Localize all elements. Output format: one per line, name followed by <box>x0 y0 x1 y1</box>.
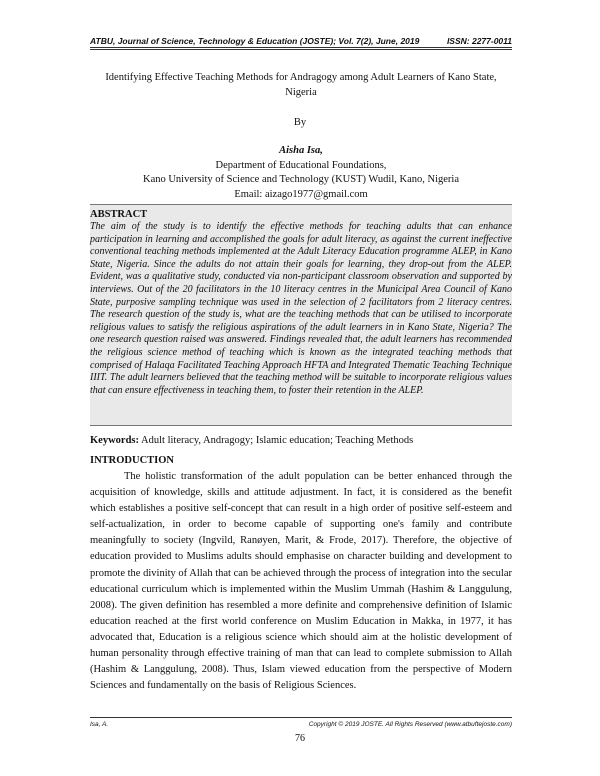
title-line-1: Identifying Effective Teaching Methods for Andragogy among Adult Learners of Kano State, <box>105 72 497 83</box>
title-line-2: Nigeria <box>285 87 317 98</box>
introduction-heading: INTRODUCTION <box>90 455 175 466</box>
keywords-label: Keywords: <box>90 435 139 446</box>
abstract-text: The aim of the study is to identify the effective methods for teaching adults that can enhance participation in learning and accomplished the goals for adult literacy, as against the current ineffective conventional teaching methods implemented at the Adult Literacy Education programme ALEP, in Kano State, Nigeria. Since the adults do not attain their goals for learning, they drop-out from the ALEP. Evident, was a qualitative study, conducted via non-participant classroom observation and supported by interviews. Out of the 20 facilitators in the 10 literacy centres in the Municipal Area Council of Kano State, purposive sampling technique was used in the selection of 2 facilitators from 2 literacy centres. The research question of the study is, what are the teaching methods that can be utilised to incorporate religious values to satisfy the religious aspirations of the adult learners in in Kano State, Nigeria? The one research question raised was answered. Findings revealed that, the adult learners has recommended the religious science method of teaching which is known as the integrated teaching methods that comprised of Halaqa Facilitated Teaching Approach HFTA and Integrated Thematic Teaching Technique IIIT. The adult learners believed that the teaching method will be suitable to incorporate religious values that can ensure effectiveness in teaching them, to foster their retention in the ALEP. <box>90 221 512 396</box>
author-name: Aisha Isa, <box>279 145 323 156</box>
paper-title <box>90 70 512 100</box>
author-department: Department of Educational Foundations, <box>215 159 387 171</box>
running-header <box>90 32 512 46</box>
by-line: By <box>293 117 307 128</box>
author-block <box>90 144 512 202</box>
abstract-section <box>90 204 512 426</box>
page-number: 76 <box>295 733 305 744</box>
issn: ISSN: 2277-0011 <box>446 36 512 46</box>
header-rule <box>90 47 512 48</box>
journal-citation: ATBU, Journal of Science, Technology & Education (JOSTE); Vol. 7(2), June, 2019 <box>90 36 420 46</box>
footer-rule <box>90 717 512 718</box>
header-rule-double <box>90 49 512 50</box>
introduction-paragraph: The holistic transformation of the adult population can be better enhanced through the acquisition of knowledge, skills and attitude adjustment. In fact, it is considered as the benefit which establishes a positive self-concept that can result in a high order of positive self-esteem and self-actualization, in order to become capable of supporting one's family and contribute meaningfully to society (Ingvild, Ranøyen, Marit, & Frode, 2017). Therefore, the objective of education provided to Muslims adults should emphasise on character building and development to promote the divinity of Allah that can be achieved through the process of integration into the secular educational curriculum which is implemented within the Muslim Ummah (Hashim & Langgulung, 2008). The given definition has resembled a more definite and comprehensive definition of Islamic education reached at the first world conference on Muslim Education in Makka, in 1977, it has advocated that, Education is a religious science which should aim at the holistic development of human personality through effective training of man that can lead to complete submission to Allah (Hashim & Langgulung, 2008). Thus, Islam viewed education from the perspective of Modern Sciences and fundamentally on the basis of Religious Sciences. <box>90 471 512 692</box>
keywords-text: Adult literacy, Andragogy; Islamic education; Teaching Methods <box>141 435 414 446</box>
author-email: Email: aizago1977@gmail.com <box>234 188 368 200</box>
footer-author: Isa, A. <box>90 721 109 728</box>
footer-copyright: Copyright © 2019 JOSTE. All Rights Reserved (www.atbuftejoste.com) <box>308 721 512 728</box>
abstract-heading: ABSTRACT <box>90 209 148 220</box>
keywords-line <box>90 434 512 448</box>
footer <box>90 721 512 728</box>
author-university: Kano University of Science and Technology (KUST) Wudil, Kano, Nigeria <box>142 174 459 185</box>
